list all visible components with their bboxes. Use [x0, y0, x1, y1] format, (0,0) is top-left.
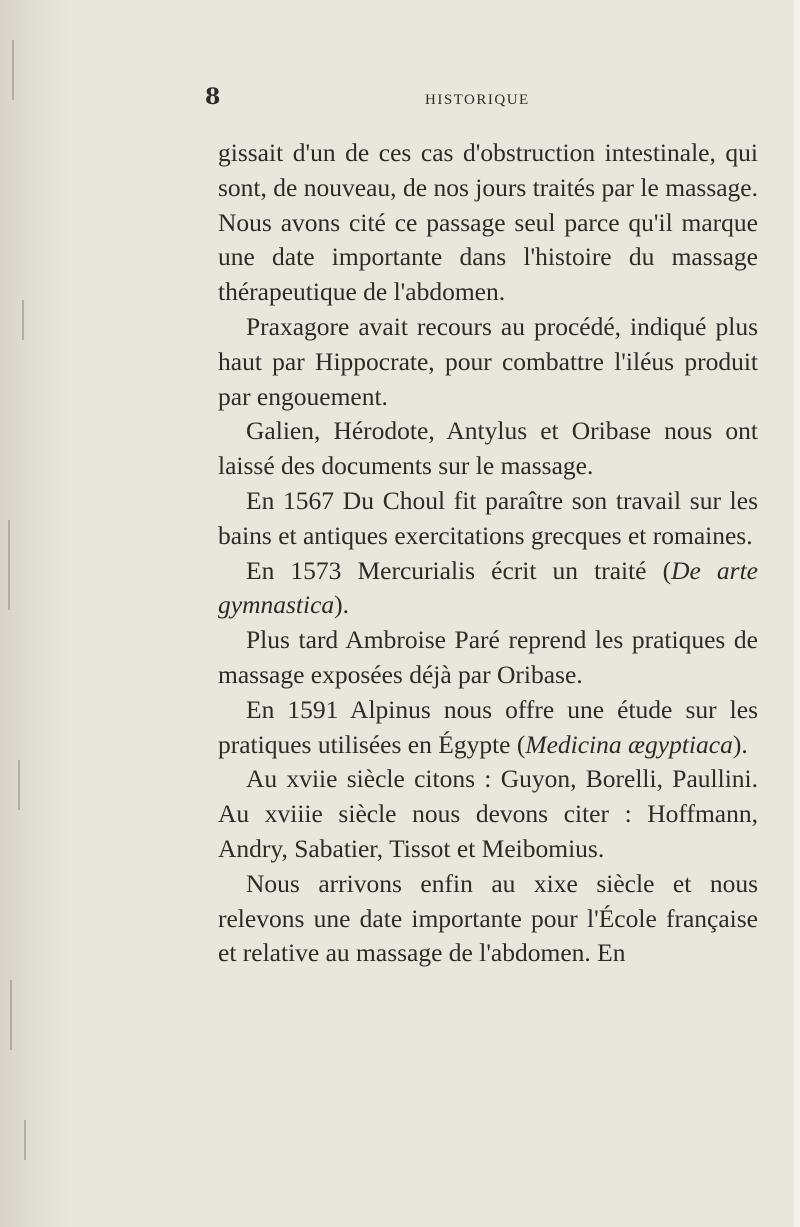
text-run: ). [334, 590, 350, 620]
page-right-edge [794, 0, 800, 1227]
page-gutter-shadow [0, 0, 70, 1227]
paragraph [218, 414, 758, 484]
text-run: Galien, Hérodote, Antylus et Oribase nous ont laissé des documents sur le massage. [218, 416, 758, 481]
italic-title: De arte gymnastica [218, 555, 758, 620]
body-text [218, 136, 758, 971]
text-run: Plus tard Ambroise Paré reprend les pratiques de massage exposées déjà par Oribase. [218, 625, 758, 689]
paragraph [218, 554, 758, 624]
text-run: En 1573 Mercurialis écrit un traité ( [246, 555, 672, 585]
text-run: Praxagore avait recours au procédé, indiqué plus haut par Hippocrate, pour combattre l'iléus produit par engouement. [218, 311, 758, 411]
text-run: En 1567 Du Choul fit paraître son travail sur les bains et antiques exercitations grecques et romaines. [218, 485, 758, 550]
text-run: gissait d'un de ces cas d'obstruction intestinale, qui sont, de nouveau, de nos jours traités par le massage. Nous avons cité ce passage seul parce qu'il marque une date importante dans l'histoire du massage thérapeutique de l'abdomen. [218, 138, 758, 307]
text-run: Au xviie siècle citons : Guyon, Borelli, Paullini. Au xviiie siècle nous devons citer : Hoffmann, Andry, Sabatier, Tissot et Meibomius. [218, 764, 758, 863]
paragraph [218, 484, 758, 554]
text-run: En 1591 Alpinus nous offre une étude sur les pratiques utilisées en Égypte ( [218, 694, 758, 759]
paragraph [218, 623, 758, 693]
paragraph [218, 762, 758, 866]
paragraph [218, 136, 758, 310]
text-run: ). [732, 729, 748, 759]
running-title: HISTORIQUE [425, 92, 530, 108]
paragraph [218, 693, 758, 763]
paragraph [218, 310, 758, 414]
text-run: Nous arrivons enfin au xixe siècle et nous relevons une date importante pour l'École française et relative au massage de l'abdomen. En [218, 868, 758, 968]
page-number: 8 [205, 84, 221, 110]
italic-title: Medicina ægyptiaca [525, 729, 733, 759]
page-header [205, 84, 745, 114]
paragraph [218, 867, 758, 971]
